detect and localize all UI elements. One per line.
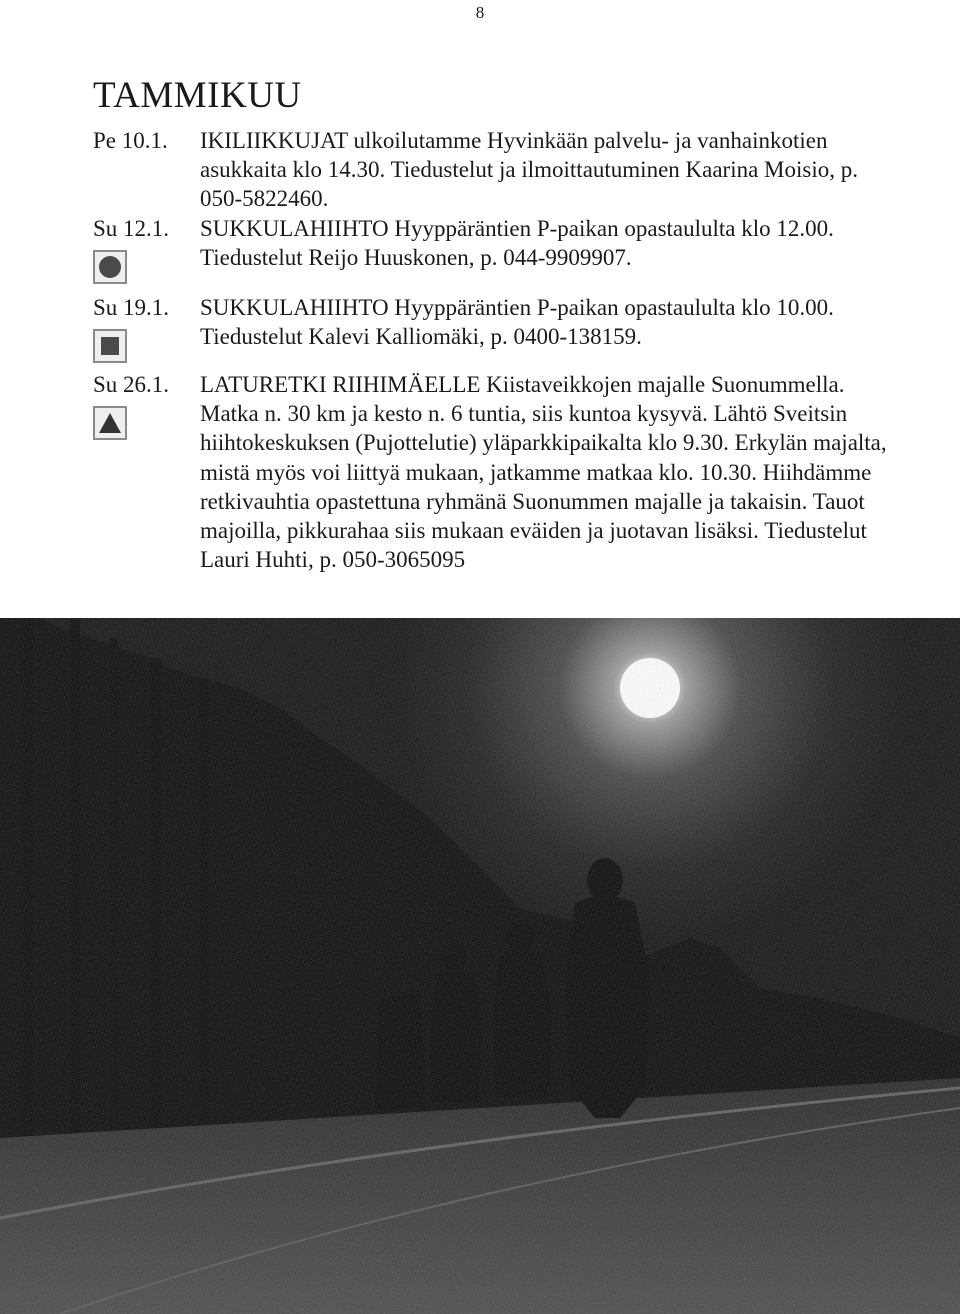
- event-description: SUKKULAHIIHTO Hyyppäräntien P-paikan opastaululta klo 12.00. Tiedustelut Reijo Huuskonen, p. 044-9909907.: [200, 216, 834, 271]
- circle-icon: [93, 250, 127, 284]
- night-skiing-photo: [0, 618, 960, 1314]
- event-date: Su 26.1.: [93, 372, 170, 397]
- event-description: SUKKULAHIIHTO Hyyppäräntien P-paikan opastaululta klo 10.00. Tiedustelut Kalevi Kalliomäki, p. 0400-138159.: [200, 295, 834, 350]
- page-number: 8: [475, 3, 485, 22]
- section-title: TAMMIKUU: [93, 75, 302, 116]
- event-description: LATURETKI RIIHIMÄELLE Kiistaveikkojen majalle Suonummella. Matka n. 30 km ja kesto n. 6 tuntia, siis kuntoa kysyvä. Lähtö Sveitsin hiihtokeskuksen (Pujottelutie) yläparkkipaikalta klo 9.30. Erkylän majalta, mistä myös voi liittyä mukaan, jatkamme matkaa klo. 10.30. Hiihdämme retkivauhtia opastettuna ryhmänä Suonummen majalle ja takaisin. Tauot majoilla, pikkurahaa siis mukaan eväiden ja juotavan lisäksi. Tiedustelut Lauri Huhti, p. 050-3065095: [200, 372, 887, 573]
- event-description: IKILIIKKUJAT ulkoilutamme Hyvinkään palvelu- ja vanhainkotien asukkaita klo 14.30. Tiedustelut ja ilmoittautuminen Kaarina Moisio, p. 050-5822460.: [200, 128, 858, 212]
- triangle-icon: [93, 406, 127, 440]
- event-date: Su 12.1.: [93, 216, 170, 241]
- event-date: Pe 10.1.: [93, 128, 168, 153]
- square-icon: [93, 329, 127, 363]
- event-date: Su 19.1.: [93, 295, 170, 320]
